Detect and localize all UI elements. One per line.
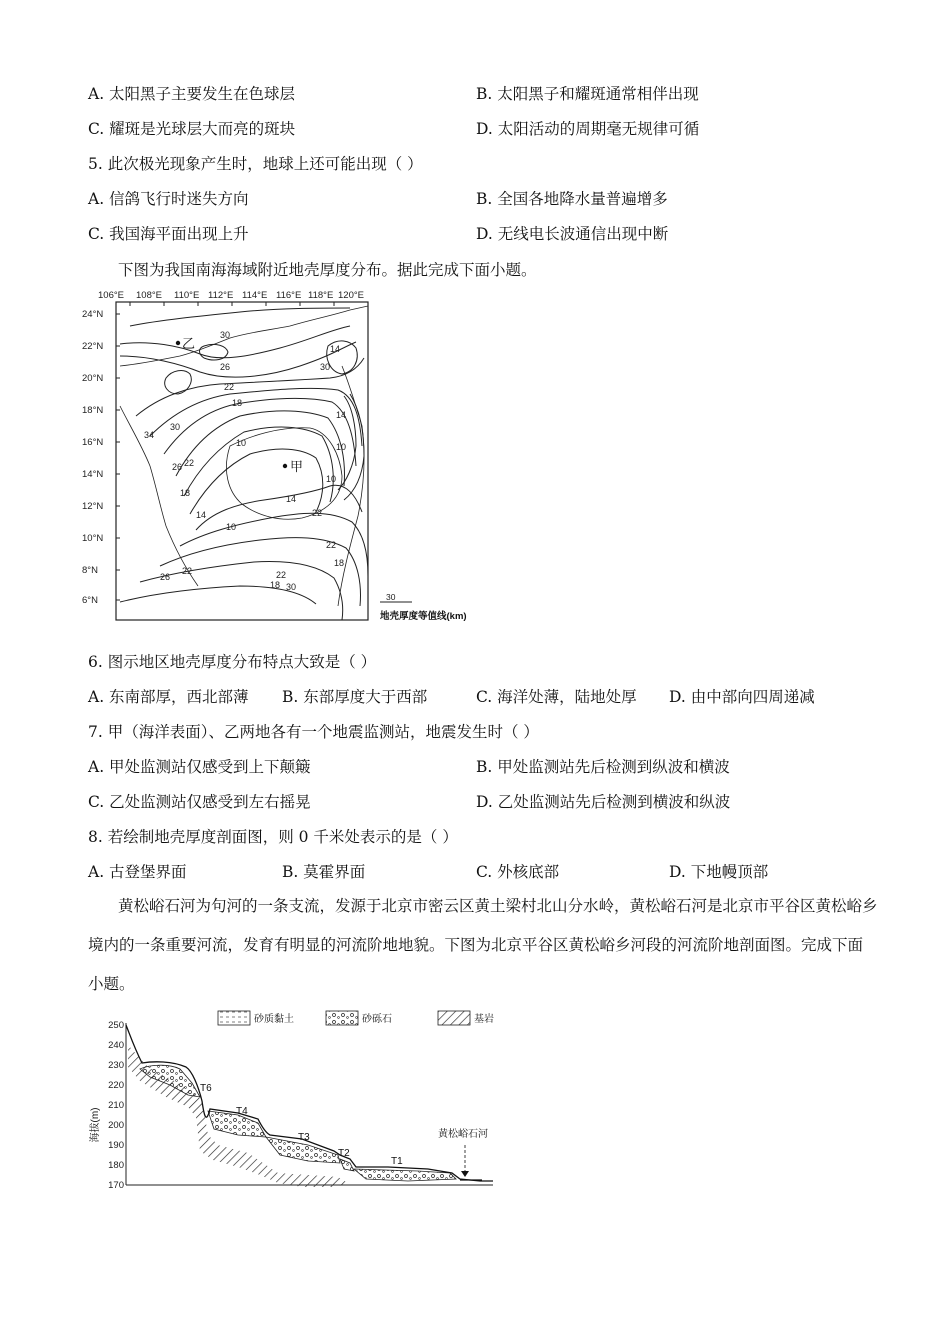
terrace-label: T3 [298, 1132, 310, 1143]
q6-option-d: D. 由中部向四周递减 [669, 688, 815, 706]
contour-label: 22 [312, 508, 323, 518]
legend-bedrock: 基岩 [474, 1014, 494, 1025]
q8-stem: 8. 若绘制地壳厚度剖面图，则 0 千米处表示的是（ ） [88, 828, 458, 846]
y-tick: 200 [108, 1120, 124, 1131]
legend-gravel: 砂砾石 [362, 1014, 392, 1025]
river-label: 黄松峪石河 [438, 1129, 488, 1140]
lat-label: 8°N [82, 565, 98, 576]
lat-label: 6°N [82, 595, 98, 606]
contour-label: 14 [286, 494, 297, 504]
y-tick: 250 [108, 1020, 124, 1031]
contour-label: 26 [160, 572, 171, 582]
contour-label: 10 [326, 474, 337, 484]
lon-label: 108°E [136, 290, 162, 301]
lon-labels [98, 290, 364, 301]
river-terrace-profile [88, 1005, 508, 1195]
legend-bedrock-swatch [438, 1011, 470, 1025]
y-axis-label: 海拔(m) [90, 1107, 101, 1143]
lat-label: 22°N [82, 341, 104, 352]
lat-label: 24°N [82, 309, 104, 320]
y-ticks [108, 1020, 124, 1191]
y-tick: 220 [108, 1080, 124, 1091]
y-tick: 210 [108, 1100, 124, 1111]
terrace-label: T2 [338, 1148, 350, 1159]
y-tick: 230 [108, 1060, 124, 1071]
legend-gravel-swatch [326, 1011, 358, 1025]
q5-option-a: A. 信鸽飞行时迷失方向 [88, 190, 249, 208]
lat-label: 14°N [82, 469, 104, 480]
q5-option-b: B. 全国各地降水量普遍增多 [476, 190, 668, 208]
q7-option-c: C. 乙处监测站仅感受到左右摇晃 [88, 793, 311, 811]
q5-stem: 5. 此次极光现象产生时，地球上还可能出现（ ） [88, 155, 423, 173]
contour-label: 14 [330, 344, 341, 354]
contour-label: 34 [144, 430, 155, 440]
q8-option-b: B. 莫霍界面 [282, 863, 366, 881]
contour-label: 22 [326, 540, 337, 550]
lat-labels [82, 309, 103, 606]
lon-label: 114°E [242, 290, 268, 301]
q4-option-c: C. 耀斑是光球层大而亮的斑块 [88, 120, 296, 138]
lon-label: 106°E [98, 290, 124, 301]
lon-label: 110°E [174, 290, 200, 301]
q7-stem: 7. 甲（海洋表面）、乙两地各有一个地震监测站，地震发生时（ ） [88, 723, 539, 741]
y-tick: 190 [108, 1140, 124, 1151]
contour-label: 10 [226, 522, 237, 532]
contour-label: 30 [170, 422, 181, 432]
contour-label: 22 [182, 566, 193, 576]
contour-label: 26 [172, 462, 183, 472]
q8-option-d: D. 下地幔顶部 [669, 863, 769, 881]
q6-option-b: B. 东部厚度大于西部 [282, 688, 428, 706]
q4-option-b: B. 太阳黑子和耀斑通常相伴出现 [476, 85, 699, 103]
q8-option-c: C. 外核底部 [476, 863, 560, 881]
q5-option-c: C. 我国海平面出现上升 [88, 225, 249, 243]
lon-label: 112°E [208, 290, 234, 301]
y-tick: 180 [108, 1160, 124, 1171]
contour-label: 22 [224, 382, 235, 392]
terrace-label: T4 [236, 1106, 248, 1117]
q4-option-a: A. 太阳黑子主要发生在色球层 [88, 85, 296, 103]
q7-option-d: D. 乙处监测站先后检测到横波和纵波 [476, 793, 731, 811]
terrace-label: T1 [391, 1156, 403, 1167]
contour-label: 30 [220, 330, 231, 340]
contour-label: 10 [236, 438, 247, 448]
contour-label: 18 [270, 580, 281, 590]
q4-option-d: D. 太阳活动的周期毫无规律可循 [476, 120, 700, 138]
lat-label: 12°N [82, 501, 104, 512]
q6-stem: 6. 图示地区地壳厚度分布特点大致是（ ） [88, 653, 377, 671]
contour-label: 26 [220, 362, 231, 372]
q7-option-b: B. 甲处监测站先后检测到纵波和横波 [476, 758, 730, 776]
yi-point [176, 341, 180, 345]
contour-label: 14 [336, 410, 347, 420]
contour-label: 18 [334, 558, 345, 568]
lat-label: 10°N [82, 533, 104, 544]
q6-option-c: C. 海洋处薄，陆地处厚 [476, 688, 637, 706]
lat-label: 16°N [82, 437, 104, 448]
contour-label: 22 [184, 458, 195, 468]
crust-thickness-map [80, 286, 500, 626]
contour-label: 14 [196, 510, 207, 520]
intro-map: 下图为我国南海海域附近地壳厚度分布。据此完成下面小题。 [118, 261, 537, 279]
place-jia: 甲 [290, 459, 304, 474]
contour-label: 30 [286, 582, 297, 592]
jia-point [283, 464, 287, 468]
lat-label: 20°N [82, 373, 104, 384]
contour-label: 10 [336, 442, 347, 452]
river-arrowhead [461, 1171, 469, 1177]
contour-label: 30 [320, 362, 331, 372]
q8-option-a: A. 古登堡界面 [88, 863, 187, 881]
legend-clay: 砂质黏土 [254, 1014, 294, 1025]
contour-label: 22 [276, 570, 287, 580]
q5-option-d: D. 无线电长波通信出现中断 [476, 225, 669, 243]
legend-label: 地壳厚度等值线(km) [380, 611, 467, 622]
lon-label: 116°E [276, 290, 302, 301]
legend-clay-swatch [218, 1011, 250, 1025]
q7-option-a: A. 甲处监测站仅感受到上下颠簸 [88, 758, 311, 776]
q6-option-a: A. 东南部厚，西北部薄 [88, 688, 249, 706]
legend-value: 30 [386, 592, 396, 602]
contour-label: 18 [180, 488, 191, 498]
lat-label: 18°N [82, 405, 104, 416]
contour-label: 18 [232, 398, 243, 408]
y-tick: 170 [108, 1180, 124, 1191]
lon-label: 118°E [308, 290, 334, 301]
y-tick: 240 [108, 1040, 124, 1051]
place-yi: 乙 [182, 336, 196, 351]
lon-label: 120°E [338, 290, 364, 301]
terrace-label: T6 [200, 1083, 212, 1094]
intro-river: 黄松峪石河为句河的一条支流，发源于北京市密云区黄土梁村北山分水岭，黄松峪石河是北京市平谷区黄松峪乡境内的一条重要河流，发育有明显的河流阶地地貌。下图为北京平谷区黄松峪乡河段的河流阶地剖面图。完成下面小题。 [88, 897, 878, 993]
